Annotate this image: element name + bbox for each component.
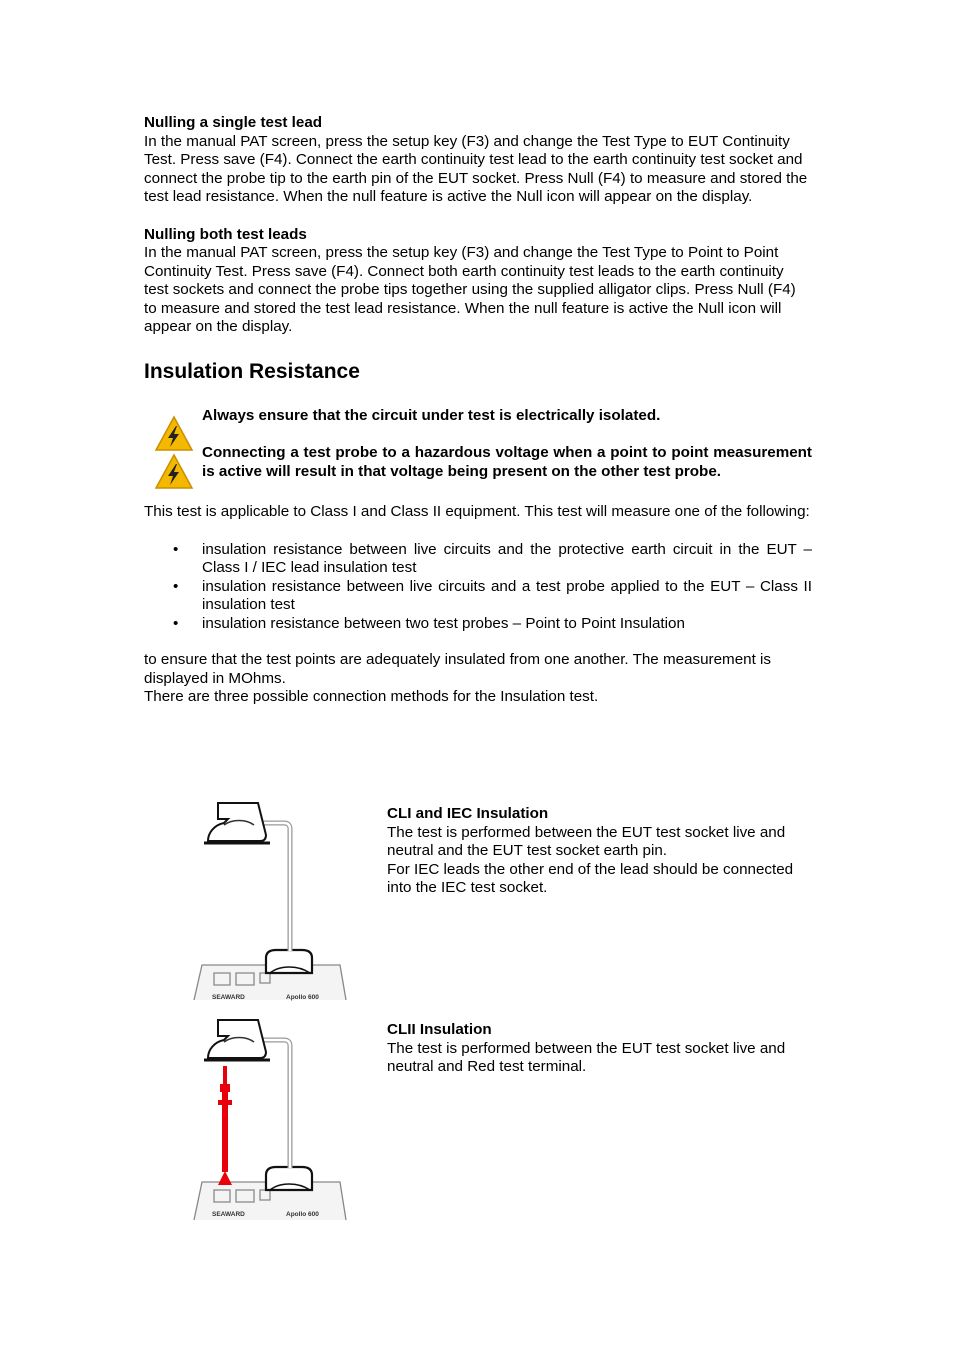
list-item-text: insulation resistance between live circuits and the protective earth circuit in the EUT – Class I / IEC lead insulation test: [202, 540, 812, 576]
section-null-single: [144, 114, 812, 207]
method-heading: CLI and IEC Insulation: [387, 805, 549, 822]
section-heading: Nulling both test leads: [144, 225, 307, 243]
clii-connection-figure: [190, 1010, 350, 1226]
intro-paragraph: This test is applicable to Class I and Class II equipment. This test will measure one of the following:: [144, 503, 810, 520]
method-text: For IEC leads the other end of the lead should be connected into the IEC test socket.: [387, 860, 794, 896]
model-label: Apollo 600: [286, 994, 319, 1001]
section-null-both: [144, 226, 812, 337]
list-item-text: insulation resistance between two test probes – Point to Point Insulation: [202, 614, 685, 632]
warning-hazardous-voltage: Connecting a test probe to a hazardous voltage when a point to point measurement is active will result in that voltage being present on the other test probe.: [202, 444, 812, 480]
list-item: [144, 541, 812, 578]
iron-appliance-icon: [204, 803, 270, 843]
method-text: The test is performed between the EUT test socket live and neutral and the EUT test socket earth pin.: [387, 823, 786, 859]
brand-label: SEAWARD: [212, 1211, 245, 1218]
high-voltage-warning-icon: [154, 453, 194, 490]
warning-block: [144, 407, 812, 482]
connection-methods-paragraph: There are three possible connection methods for the Insulation test.: [144, 688, 599, 705]
list-item: [144, 615, 812, 634]
document-page: [144, 114, 812, 707]
cli-iec-connection-figure: [190, 795, 350, 1011]
bullet: •: [173, 577, 179, 595]
method-text: The test is performed between the EUT test socket live and neutral and Red test terminal.: [387, 1039, 786, 1075]
high-voltage-warning-icon: [154, 415, 194, 452]
method-heading: CLII Insulation: [387, 1021, 492, 1038]
warning-isolated: Always ensure that the circuit under test is electrically isolated.: [202, 406, 661, 424]
after-paragraph: to ensure that the test points are adequately insulated from one another. The measurement is displayed in MOhms.: [144, 651, 772, 687]
section-body: In the manual PAT screen, press the setup key (F3) and change the Test Type to Point to Point Continuity Test. Press save (F4). Connect both earth continuity test leads to the earth continuity test sockets and connect the probe tips together using the supplied alligator clips. Press Null (F4) to measure and stored the test lead resistance. When the null feature is active the Null icon will appear on the display.: [144, 244, 796, 335]
section-body: In the manual PAT screen, press the setup key (F3) and change the Test Type to EUT Continuity Test. Press save (F4). Connect the earth continuity test lead to the earth continuity test socket and connect the probe tip to the earth pin of the EUT socket. Press Null (F4) to measure and stored the test lead resistance. When the null feature is active the Null icon will appear on the display.: [144, 132, 808, 205]
brand-label: SEAWARD: [212, 994, 245, 1001]
red-test-probe-icon: [218, 1066, 232, 1185]
test-types-list: [144, 541, 812, 634]
section-heading: Nulling a single test lead: [144, 114, 323, 131]
model-label: Apollo 600: [286, 1211, 319, 1218]
bullet: •: [173, 614, 179, 632]
page-title: Insulation Resistance: [144, 359, 360, 383]
method-clii: [387, 1021, 817, 1077]
iron-appliance-icon: [204, 1020, 270, 1060]
list-item-text: insulation resistance between live circuits and a test probe applied to the EUT – Class II insulation test: [202, 577, 812, 613]
method-cli-iec: [387, 805, 817, 898]
list-item: [144, 578, 812, 615]
bullet: •: [173, 540, 179, 558]
